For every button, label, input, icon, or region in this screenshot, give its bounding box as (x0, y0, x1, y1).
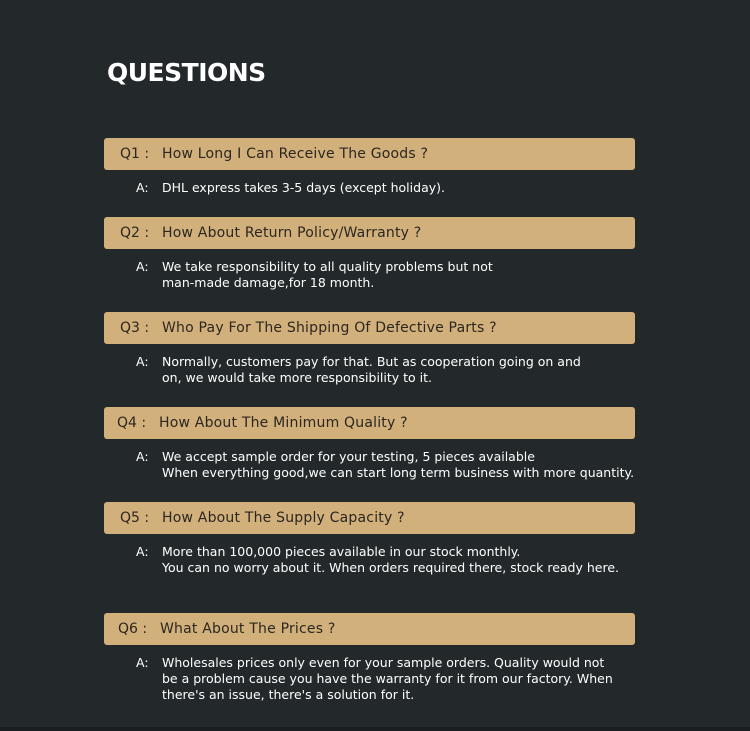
answer-line: DHL express takes 3-5 days (except holiday). (162, 180, 445, 195)
question-text: How About The Supply Capacity ? (162, 510, 405, 526)
answer-text (162, 544, 619, 576)
question-number: Q6 : (118, 621, 148, 637)
answer-line: We accept sample order for your testing, 5 pieces available (162, 449, 535, 464)
answer-line: man-made damage,for 18 month. (162, 275, 375, 290)
answer-line: You can no worry about it. When orders required there, stock ready here. (162, 560, 620, 575)
answer-text (162, 180, 445, 196)
answer-label: A: (136, 354, 149, 369)
question-bar-3 (104, 312, 635, 344)
question-number: Q1 : (120, 146, 150, 162)
answer-line: there's an issue, there's a solution for it. (162, 687, 415, 702)
question-text: What About The Prices ? (160, 621, 336, 637)
answer-label: A: (136, 544, 149, 559)
answer-text (162, 259, 493, 291)
answer-line: on, we would take more responsibility to it. (162, 370, 433, 385)
answer-text (162, 354, 581, 386)
question-text: Who Pay For The Shipping Of Defective Parts ? (162, 320, 497, 336)
answer-line: When everything good,we can start long term business with more quantity. (162, 465, 635, 480)
answer-line: Normally, customers pay for that. But as cooperation going on and (162, 354, 581, 369)
answer-text (162, 449, 634, 481)
answer-line: Wholesales prices only even for your sample orders. Quality would not (162, 655, 605, 670)
question-bar-6 (104, 613, 635, 645)
question-text: How Long I Can Receive The Goods ? (162, 146, 429, 162)
question-number: Q4 : (117, 415, 147, 431)
question-number: Q2 : (120, 225, 150, 241)
page-title: QUESTIONS (107, 58, 266, 87)
question-text: How About The Minimum Quality ? (159, 415, 408, 431)
answer-label: A: (136, 180, 149, 195)
answer-line: More than 100,000 pieces available in our stock monthly. (162, 544, 521, 559)
question-bar-1 (104, 138, 635, 170)
question-number: Q5 : (120, 510, 150, 526)
question-number: Q3 : (120, 320, 150, 336)
answer-label: A: (136, 655, 149, 670)
answer-line: We take responsibility to all quality problems but not (162, 259, 493, 274)
question-text: How About Return Policy/Warranty ? (162, 225, 422, 241)
answer-line: be a problem cause you have the warranty for it from our factory. When (162, 671, 613, 686)
question-bar-2 (104, 217, 635, 249)
question-bar-5 (104, 502, 635, 534)
question-bar-4 (104, 407, 635, 439)
answer-label: A: (136, 259, 149, 274)
answer-text (162, 655, 613, 703)
answer-label: A: (136, 449, 149, 464)
bottom-divider (0, 727, 750, 731)
